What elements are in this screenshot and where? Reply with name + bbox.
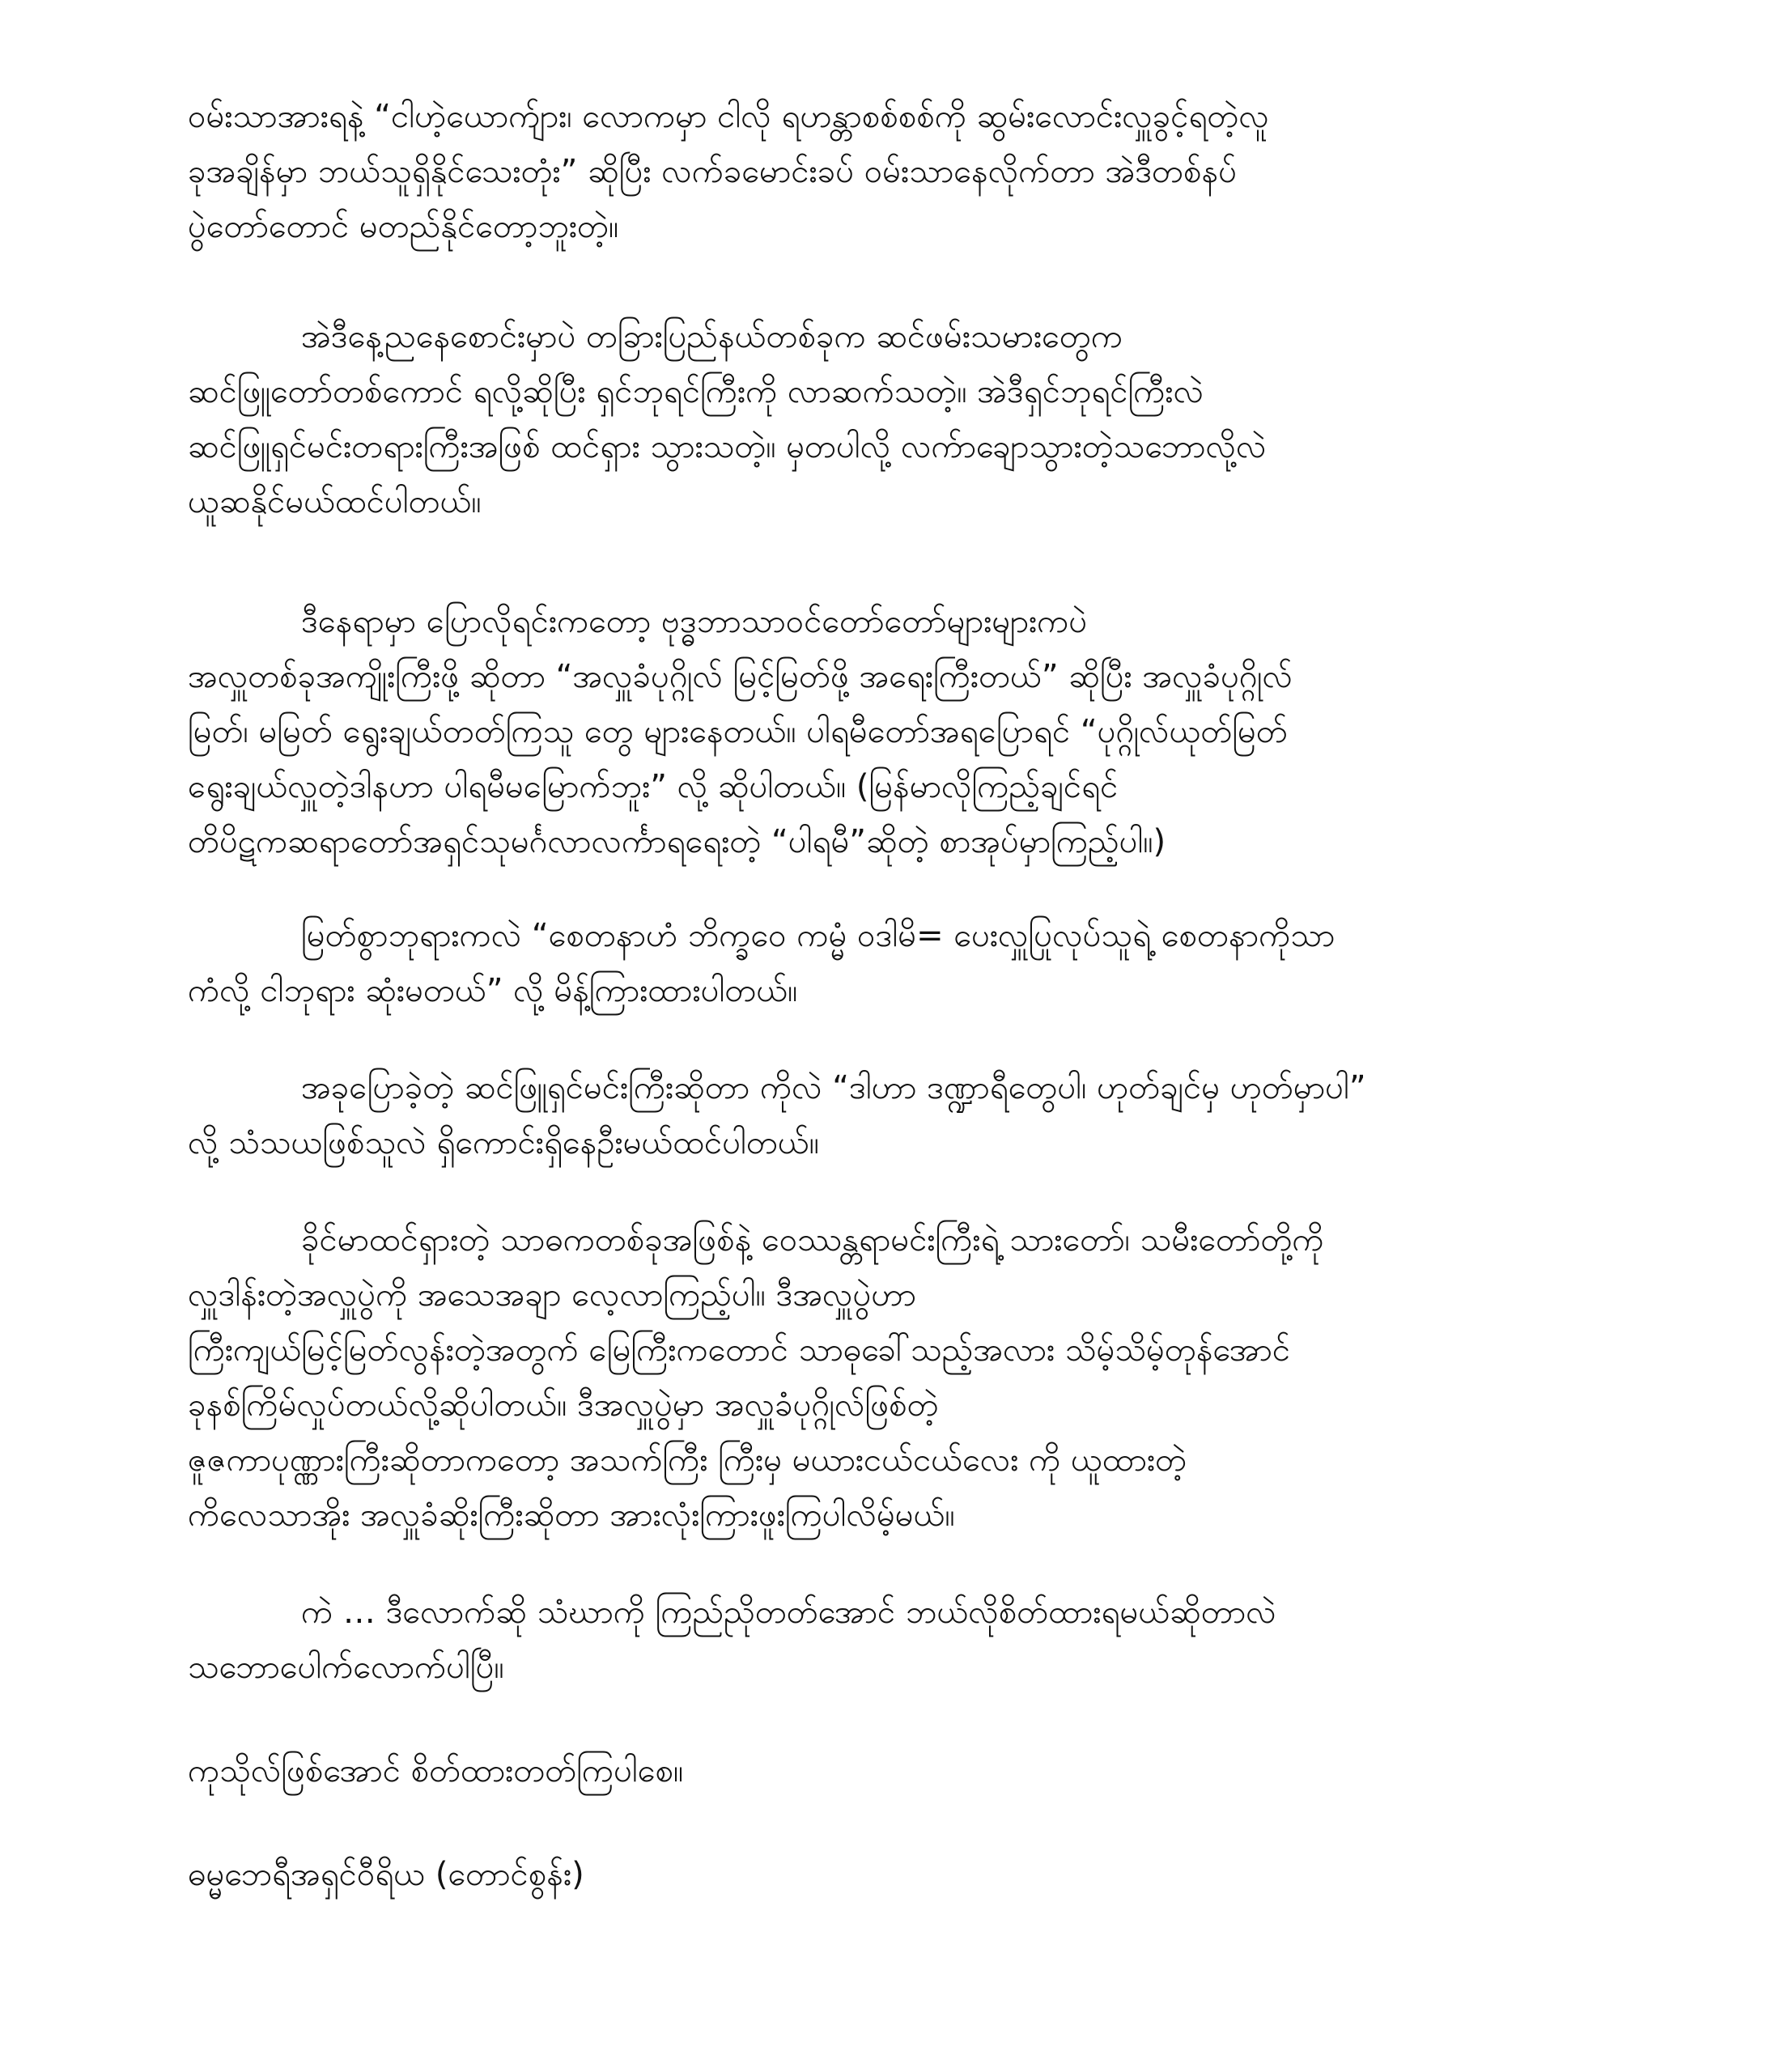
text-line: ကဲ … ဒီလောက်ဆို သံဃာကို ကြည်ညိုတတ်အောင် ဘယ်လိုစိတ်ထားရမယ်ဆိုတာလဲ xyxy=(301,1594,1276,1631)
paragraph-1 xyxy=(188,89,1645,254)
text-line: ဓမ္မဘေရီအရှင်ဝီရိယ (တောင်စွန်း) xyxy=(188,1856,584,1893)
text-line: ကံလို့ ငါဘုရား ဆုံးမတယ်” လို့ မိန့်ကြားထားပါတယ်။ xyxy=(188,972,798,1009)
text-line: တိပိဋကဆရာတော်အရှင်သုမင်္ဂလာလင်္ကာရရေးတဲ့ “ပါရမီ”ဆိုတဲ့ စာအုပ်မှာကြည့်ပါ။) xyxy=(188,823,1166,860)
text-line: မြတ်စွာဘုရားကလဲ “စေတနာဟံ ဘိက္ခဝေ ကမ္မံ ဝဒါမိ= ပေးလှူပြုလုပ်သူရဲ့ စေတနာကိုသာ xyxy=(301,917,1336,954)
text-line: ဇူဇကာပုဏ္ဏားကြီးဆိုတာကတော့ အသက်ကြီး ကြီးမှ မယားငယ်ငယ်လေး ကို ယူထားတဲ့ xyxy=(188,1441,1187,1479)
text-line: ဆင်ဖြူတော်တစ်ကောင် ရလို့ဆိုပြီး ရှင်ဘုရင်ကြီးကို လာဆက်သတဲ့။ အဲဒီရှင်ဘုရင်ကြီးလဲ xyxy=(188,373,1204,410)
text-line: ခုနစ်ကြိမ်လှုပ်တယ်လို့ဆိုပါတယ်။ ဒီအလှူပွဲမှာ အလှူခံပုဂ္ဂိုလ်ဖြစ်တဲ့ xyxy=(188,1386,939,1424)
paragraph-5 xyxy=(188,1060,1645,1170)
text-line: ဒီနေရာမှာ ပြောလိုရင်းကတော့ ဗုဒ္ဓဘာသာဝင်တော်တော်များများကပဲ xyxy=(301,603,1088,640)
paragraph-4 xyxy=(188,908,1645,1018)
text-line: ပွဲတော်တောင် မတည်နိုင်တော့ဘူးတဲ့။ xyxy=(188,208,619,245)
text-line: ကုသိုလ်ဖြစ်အောင် စိတ်ထားတတ်ကြပါစေ။ xyxy=(188,1752,684,1790)
text-line: လှူဒါန်းတဲ့အလှူပွဲကို အသေအချာ လေ့လာကြည့်ပါ။ ဒီအလှူပွဲဟာ xyxy=(188,1276,916,1314)
document-body xyxy=(188,89,1645,1951)
paragraph-7 xyxy=(188,1585,1645,1695)
text-line: ဆင်ဖြူရှင်မင်းတရားကြီးအဖြစ် ထင်ရှား သွားသတဲ့။ မှတပါလို့ လက်ာချောသွားတဲ့သဘောလို့လဲ xyxy=(188,428,1267,465)
text-line: ကိလေသာအိုး အလှူခံဆိုးကြီးဆိုတာ အားလုံးကြားဖူးကြပါလိမ့်မယ်။ xyxy=(188,1497,955,1534)
closing-wish xyxy=(188,1743,1645,1798)
paragraph-3 xyxy=(188,594,1645,869)
text-line: အလှူတစ်ခုအကျိုးကြီးဖို့ ဆိုတာ “အလှူခံပုဂ္ဂိုလ် မြင့်မြတ်ဖို့ အရေးကြီးတယ်” ဆိုပြီး အလှူခံပုဂ္ဂိုလ် xyxy=(188,658,1293,695)
text-line: လို့ သံသယဖြစ်သူလဲ ရှိကောင်းရှိနေဦးမယ်ထင်ပါတယ်။ xyxy=(188,1124,819,1161)
text-line: အဲဒီနေ့ညနေစောင်းမှာပဲ တခြားပြည်နယ်တစ်ခုက ဆင်ဖမ်းသမားတွေက xyxy=(301,318,1123,355)
paragraph-2 xyxy=(188,309,1645,529)
text-line: သဘောပေါက်လောက်ပါပြီ။ xyxy=(188,1649,504,1686)
text-line: ယူဆနိုင်မယ်ထင်ပါတယ်။ xyxy=(188,483,482,520)
text-line: ခိုင်မာထင်ရှားတဲ့ သာဓကတစ်ခုအဖြစ်နဲ့ ဝေဿန္တရာမင်းကြီးရဲ့ သားတော်၊ သမီးတော်တို့ကို xyxy=(301,1221,1324,1259)
author-signature xyxy=(188,1847,1645,1902)
text-line: ကြီးကျယ်မြင့်မြတ်လွန်းတဲ့အတွက် မြေကြီးကတောင် သာဓုခေါ်သည့်အလား သိမ့်သိမ့်တုန်အောင် xyxy=(188,1331,1291,1369)
text-line: ရွေးချယ်လှူတဲ့ဒါနဟာ ပါရမီမမြောက်ဘူး” လို့ ဆိုပါတယ်။ (မြန်မာလိုကြည့်ချင်ရင် xyxy=(188,768,1119,805)
text-line: မြတ်၊ မမြတ် ရွေးချယ်တတ်ကြသူ တွေ များနေတယ်။ ပါရမီတော်အရပြောရင် “ပုဂ္ဂိုလ်ယုတ်မြတ် xyxy=(188,713,1288,750)
text-line: ခုအချိန်မှာ ဘယ်သူရှိနိုင်သေးတုံး” ဆိုပြီး လက်ခမောင်းခပ် ဝမ်းသာနေလိုက်တာ အဲဒီတစ်နပ် xyxy=(188,153,1238,190)
paragraph-6 xyxy=(188,1212,1645,1543)
text-line: ဝမ်းသာအားရနဲ့ “ငါဟဲ့ယောက်ျား၊ လောကမှာ ငါလို ရဟန္တာစစ်စစ်ကို ဆွမ်းလောင်းလှူခွင့်ရတဲ့လူ xyxy=(188,98,1269,135)
text-line: အခုပြောခဲ့တဲ့ ဆင်ဖြူရှင်မင်းကြီးဆိုတာ ကိုလဲ “ဒါဟာ ဒဏ္ဍာရီတွေပါ၊ ဟုတ်ချင်မှ ဟုတ်မှာပါ” xyxy=(301,1069,1366,1106)
